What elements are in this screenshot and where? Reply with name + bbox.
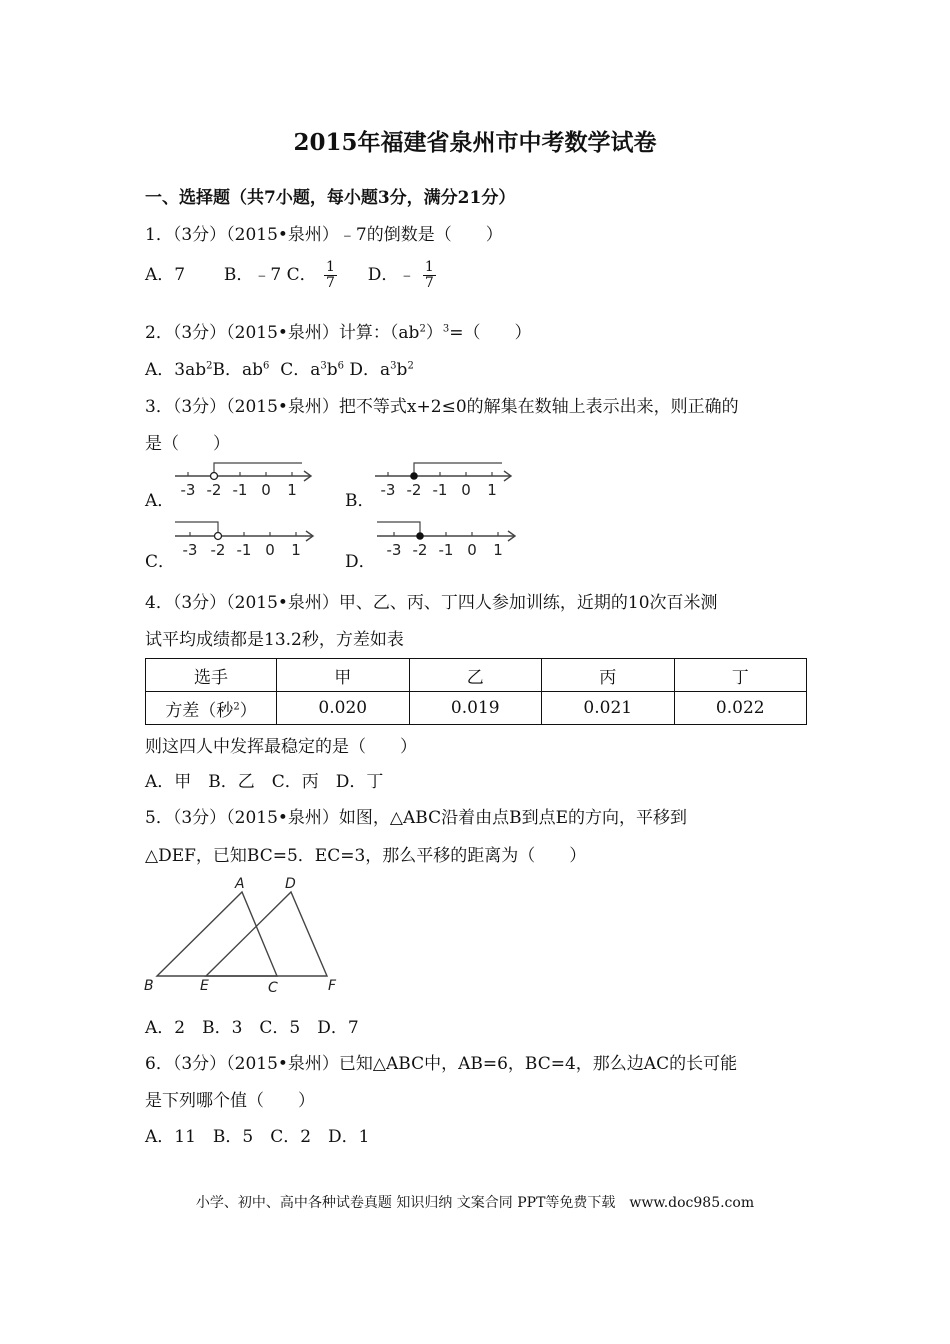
- q2-option-b: B．$ab^6$: [212, 360, 270, 380]
- table-cell: 0.021: [542, 692, 675, 725]
- q1-stem: 1．（3分）（2015•泉州）﹣7的倒数是（ ）: [145, 225, 503, 245]
- q1-fraction-d: $\frac{1}{7}$: [424, 259, 434, 291]
- q1-option-d: D．﹣: [367, 265, 416, 285]
- point-label-c: C: [268, 980, 278, 996]
- variance-table: [145, 658, 807, 725]
- tick-label: 0: [261, 481, 271, 499]
- number-line-d: [372, 516, 522, 561]
- q2-option-c: C．$a^3b^6$: [280, 360, 344, 380]
- q3-label-c: C．: [145, 552, 176, 572]
- q5-options: A．2 B．3 C．5 D．7: [145, 1018, 359, 1038]
- table-header-row: [146, 659, 807, 692]
- q2-option-a: A．$3ab^2$: [145, 360, 213, 380]
- point-label-d: D: [285, 876, 296, 892]
- q1-fraction-c: $\frac{1}{7}$: [326, 259, 335, 291]
- point-label-f: F: [328, 978, 337, 994]
- filled-circle: [416, 532, 424, 540]
- tick-label: -3: [386, 541, 402, 559]
- table-header-cell: 甲: [277, 659, 410, 692]
- tick-label: -3: [180, 481, 196, 499]
- open-circle: [211, 473, 218, 480]
- tick-label: 0: [461, 481, 471, 499]
- q5-stem-line2: △DEF，已知BC=5．EC=3，那么平移的距离为（ ）: [145, 846, 587, 866]
- tick-label: -1: [236, 541, 252, 559]
- table-cell: 0.019: [409, 692, 542, 725]
- table-header-cell: 乙: [409, 659, 542, 692]
- number-line-a: [170, 458, 320, 503]
- q5-stem-line1: 5．（3分）（2015•泉州）如图，△ABC沿着由点B到点E的方向，平移到: [145, 808, 687, 828]
- table-cell: 0.022: [674, 692, 807, 725]
- table-header-cell: 丁: [674, 659, 807, 692]
- q4-stem-line1: 4．（3分）（2015•泉州）甲、乙、丙、丁四人参加训练，近期的10次百米测: [145, 593, 718, 613]
- point-label-e: E: [200, 978, 209, 994]
- section-heading: 一、选择题（共7小题，每小题3分，满分21分）: [145, 188, 516, 208]
- q3-stem-line2: 是（ ）: [145, 434, 230, 454]
- table-header-cell: 选手: [146, 659, 277, 692]
- tick-label: 1: [287, 481, 297, 499]
- tick-label: -2: [406, 481, 422, 499]
- q4-options: A．甲 B．乙 C．丙 D．丁: [145, 772, 384, 792]
- q2-options: [145, 355, 414, 380]
- q4-question: 则这四人中发挥最稳定的是（ ）: [145, 737, 417, 757]
- tick-label: -3: [380, 481, 396, 499]
- tick-label: -2: [206, 481, 222, 499]
- tick-label: -1: [432, 481, 448, 499]
- q4-stem-line2: 试平均成绩都是13.2秒，方差如表: [145, 630, 404, 650]
- translation-triangle-figure: [140, 872, 350, 997]
- table-cell: 0.020: [277, 692, 410, 725]
- tick-label: 1: [291, 541, 301, 559]
- q3-label-d: D．: [345, 552, 376, 572]
- q1-option-b: B．﹣7: [223, 265, 282, 285]
- filled-circle: [410, 472, 418, 480]
- q6-stem-line1: 6．（3分）（2015•泉州）已知△ABC中，AB=6，BC=4，那么边AC的长可能: [145, 1054, 738, 1074]
- tick-label: -2: [412, 541, 428, 559]
- tick-label: 0: [265, 541, 275, 559]
- q1-option-a: A．7: [145, 265, 186, 285]
- q1-options: [145, 260, 438, 291]
- triangle-def: [206, 892, 327, 976]
- q3-stem-line1: 3．（3分）（2015•泉州）把不等式x+2≤0的解集在数轴上表示出来，则正确的: [145, 397, 739, 417]
- point-label-a: A: [235, 876, 245, 892]
- tick-label: -1: [438, 541, 454, 559]
- q3-label-b: B．: [345, 491, 375, 511]
- q2-option-d: D．$a^3b^2$: [349, 360, 414, 380]
- q6-stem-line2: 是下列哪个值（ ）: [145, 1091, 315, 1111]
- tick-label: 0: [467, 541, 477, 559]
- tick-label: -2: [210, 541, 226, 559]
- q6-options: A．11 B．5 C．2 D．1: [145, 1127, 370, 1147]
- table-row-label: 方差（秒$^2$）: [146, 692, 277, 725]
- number-line-c: [170, 516, 320, 561]
- q2-stem: 2．（3分）（2015•泉州）计算：$(ab^2)^3=$（ ）: [145, 323, 532, 343]
- page-title: 2015年福建省泉州市中考数学试卷: [293, 129, 657, 156]
- tick-label: -3: [182, 541, 198, 559]
- table-header-cell: 丙: [542, 659, 675, 692]
- tick-label: 1: [487, 481, 497, 499]
- number-line-b: [370, 458, 520, 503]
- open-circle: [215, 533, 222, 540]
- footer: 小学、初中、高中各种试卷真题 知识归纳 文案合同 PPT等免费下载 www.doc985.com: [195, 1195, 755, 1211]
- point-label-b: B: [144, 978, 154, 994]
- q3-label-a: A．: [145, 491, 175, 511]
- tick-label: 1: [493, 541, 503, 559]
- tick-label: -1: [232, 481, 248, 499]
- table-row: [146, 692, 807, 725]
- q1-option-c: C．: [286, 265, 317, 285]
- triangle-abc: [157, 892, 277, 976]
